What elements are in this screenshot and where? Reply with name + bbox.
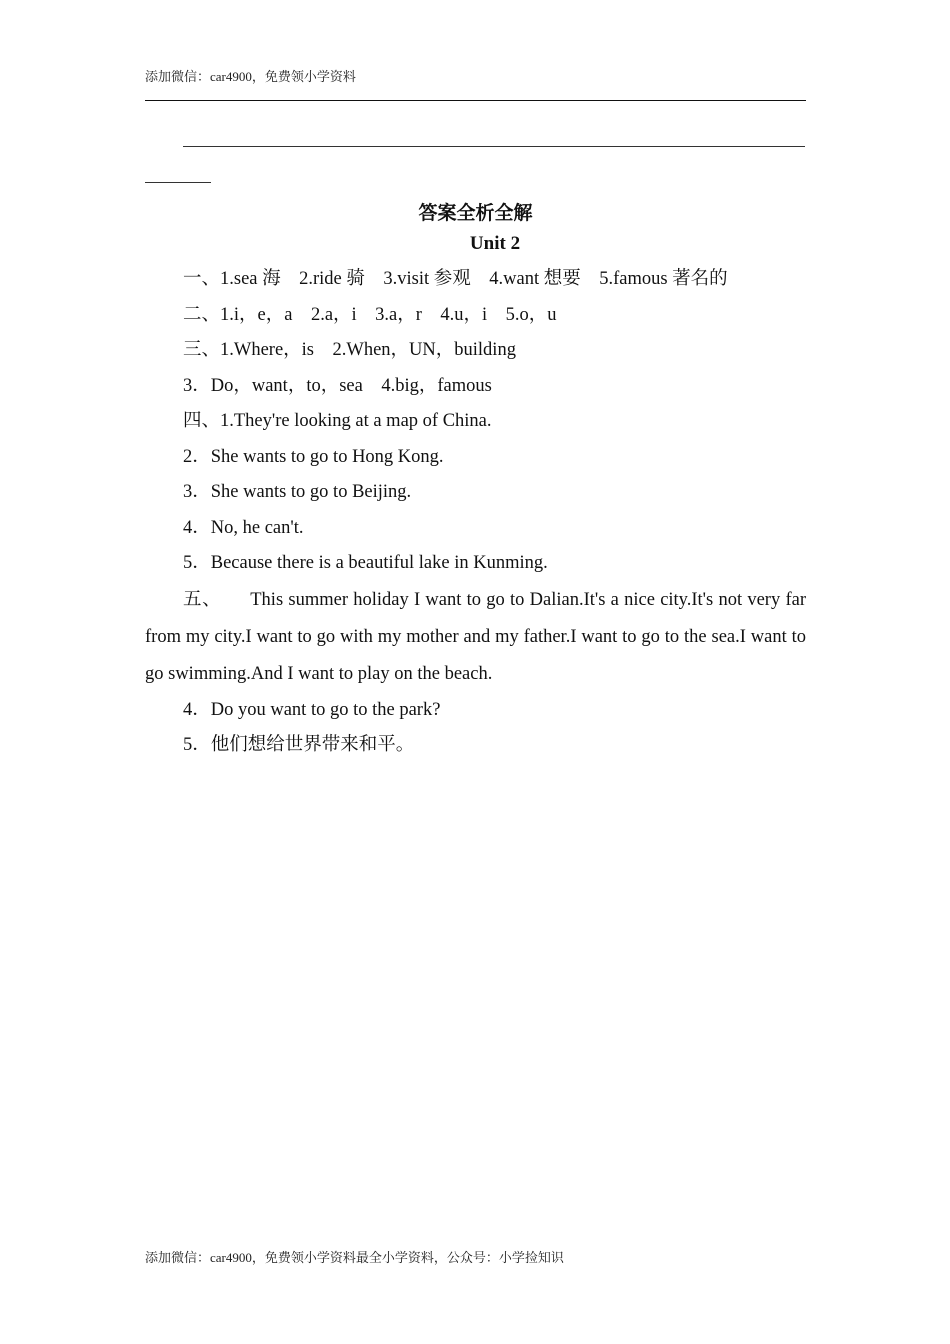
answer-section-5-essay: 五、 This summer holiday I want to go to Dalian.It's a nice city.It's not very far from my city.I want to go with my mother and my father.I want to go to the sea.I want to go swimming.And I want to play on the beach. [145, 589, 806, 684]
page-title: 答案全析全解 [418, 202, 533, 224]
header-divider [145, 100, 806, 101]
answer-section-4-item-2: 2．She wants to go to Hong Kong. [183, 446, 444, 467]
blank-answer-line-continuation [145, 182, 211, 183]
answer-section-3: 三、1.Where，is 2.When，UN，building [183, 340, 516, 360]
blank-answer-line [183, 146, 805, 147]
answer-section-3-cont: 3．Do，want，to，sea 4.big，famous [183, 375, 492, 396]
answer-section-4-item-5: 5．Because there is a beautiful lake in Kunming. [183, 553, 548, 573]
footer-text: 添加微信：car4900，免费领小学资料最全小学资料，公众号：小学捡知识 [145, 1250, 564, 1265]
answer-content [145, 262, 806, 764]
answer-item-5: 5．他们想给世界带来和平。 [183, 735, 415, 755]
answer-item-4: 4．Do you want to go to the park? [183, 699, 441, 720]
answer-section-4: 四、1.They're looking at a map of China. [183, 411, 492, 431]
header-text: 添加微信：car4900，免费领小学资料 [145, 69, 356, 84]
answer-section-2: 二、1.i，e，a 2.a，i 3.a，r 4.u，i 5.o，u [183, 304, 557, 325]
answer-section-1: 一、1.sea 海 2.ride 骑 3.visit 参观 4.want 想要 5.famous 著名的 [183, 269, 728, 289]
answer-section-4-item-3: 3．She wants to go to Beijing. [183, 482, 412, 502]
answer-section-4-item-4: 4．No, he can't. [183, 517, 304, 538]
unit-heading: Unit 2 [469, 233, 521, 254]
